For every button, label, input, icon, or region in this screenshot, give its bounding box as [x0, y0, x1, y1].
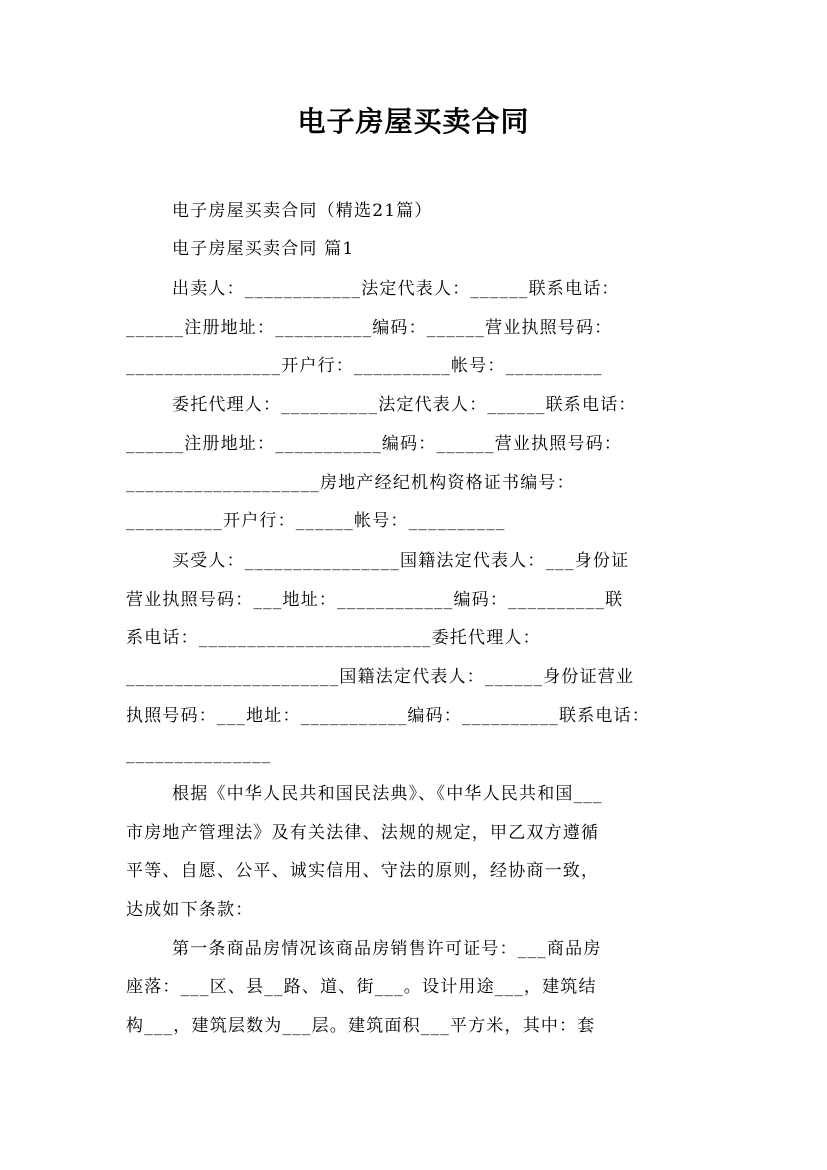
paragraph-line: 电子房屋买卖合同 篇1 [172, 239, 355, 259]
paragraph-line: ______________________国籍法定代表人：______身份证营业 [126, 667, 635, 687]
paragraph-line: 系电话：________________________委托代理人： [126, 628, 541, 648]
paragraph-line: 构___，建筑层数为___层。建筑面积___平方米，其中：套 [126, 1016, 596, 1036]
paragraph-line: __________开户行：______帐号：__________ [126, 511, 506, 531]
paragraph-line: ______注册地址：___________编码：______营业执照号码： [126, 434, 623, 454]
paragraph-line: 第一条商品房情况该商品房销售许可证号：___商品房 [172, 939, 602, 959]
document-title: 电子房屋买卖合同 [297, 105, 530, 138]
paragraph-line: 根据《中华人民共和国民法典》、《中华人民共和国___ [172, 784, 603, 804]
paragraph-line: 买受人：________________国籍法定代表人：___身份证 [172, 551, 630, 571]
paragraph-line: 达成如下条款： [126, 900, 254, 920]
paragraph-line: 电子房屋买卖合同（精选21篇） [172, 201, 433, 221]
paragraph-line: 平等、自愿、公平、诚实信用、守法的原则，经协商一致， [126, 861, 600, 881]
paragraph-line: ____________________房地产经纪机构资格证书编号： [126, 473, 575, 493]
paragraph-line: 执照号码：___地址：___________编码：__________联系电话： [126, 706, 650, 726]
paragraph-line: 市房地产管理法》及有关法律、法规的规定，甲乙双方遵循 [126, 823, 600, 843]
paragraph-line: ______注册地址：__________编码：______营业执照号码： [126, 318, 613, 338]
paragraph-line: ________________开户行：__________帐号：__________ [126, 356, 603, 376]
paragraph-line: _______________ [126, 744, 272, 764]
paragraph-line: 委托代理人：__________法定代表人：______联系电话： [172, 395, 637, 415]
paragraph-line: 营业执照号码：___地址：____________编码：__________联 [126, 590, 624, 610]
paragraph-line: 出卖人：____________法定代表人：______联系电话： [172, 279, 620, 299]
paragraph-line: 座落：___区、县__路、道、街___。设计用途___，建筑结 [126, 977, 597, 997]
